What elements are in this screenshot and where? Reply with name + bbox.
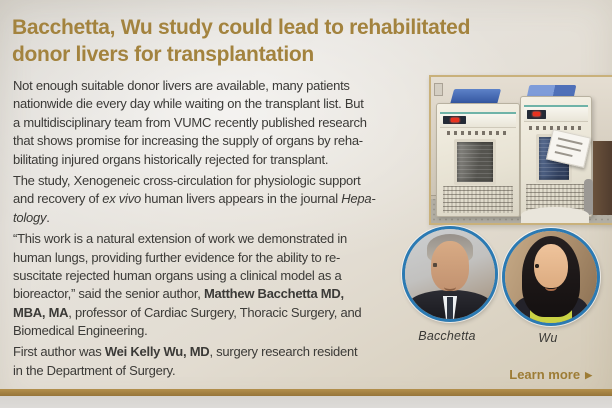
footer-strip xyxy=(0,396,612,408)
body-text-line: Biomedical Engineering. xyxy=(13,323,148,339)
control-panel xyxy=(440,112,515,128)
control-panel xyxy=(524,105,588,122)
body-text-line: MBA, MA, professor of Cardiac Surgery, Thoracic Surgery, and xyxy=(13,304,362,320)
body-text-line: that shows promise for increasing the supply of organs by reha- xyxy=(13,133,363,149)
portrait-photo-wu xyxy=(502,228,600,326)
wood-furniture xyxy=(593,141,612,215)
stool-leg xyxy=(584,179,593,215)
glasses xyxy=(433,263,467,274)
body-text-line: human lungs, providing further evidence for the ability to re- xyxy=(13,249,341,265)
paragraph xyxy=(13,343,433,380)
portrait-photo-bacchetta xyxy=(402,226,498,322)
white-object xyxy=(521,207,589,223)
paragraph xyxy=(13,230,433,340)
learn-more-link[interactable] xyxy=(509,367,592,382)
article-body xyxy=(13,77,433,383)
page-title xyxy=(12,14,470,68)
smile xyxy=(545,283,556,291)
gold-accent-bar xyxy=(0,389,612,396)
body-text-line: bioreactor,” said the senior author, Matthew Bacchetta MD, xyxy=(13,286,344,302)
button-row xyxy=(447,131,509,135)
body-text-line: First author was Wei Kelly Wu, MD, surgery research resident xyxy=(13,344,358,360)
body-text-line: a multidisciplinary team from VUMC recently published research xyxy=(13,114,367,130)
body-text-line: bilitating injured organs historically rejected for transplant. xyxy=(13,151,329,167)
led-display xyxy=(527,110,546,119)
learn-more-arrow-icon: ▶ xyxy=(585,370,592,380)
body-text-line: The study, Xenogeneic cross-circulation for physiologic support xyxy=(13,172,361,188)
body-text-line: in the Department of Surgery. xyxy=(13,362,176,378)
paragraph xyxy=(13,77,433,169)
headline-line-1: Bacchetta, Wu study could lead to rehabilitated xyxy=(12,16,471,39)
vent-grille xyxy=(443,186,514,213)
body-text-line: tology. xyxy=(13,209,50,225)
paragraph xyxy=(13,172,433,227)
incubator-left xyxy=(436,103,520,217)
body-text-line: Not enough suitable donor livers are available, many patients xyxy=(13,78,350,93)
glasses xyxy=(535,264,566,276)
portrait-caption-wu: Wu xyxy=(538,331,558,345)
body-text-line: nationwide die every day while waiting on the transplant list. But xyxy=(13,96,364,112)
lab-equipment-photo xyxy=(429,75,612,225)
body-text-line: suscitate rejected human organs using a clinical model as a xyxy=(13,267,342,283)
wall-outlet xyxy=(434,83,443,96)
body-text-line: “This work is a natural extension of work we demonstrated in xyxy=(13,231,347,247)
learn-more-label: Learn more xyxy=(509,367,581,382)
lab-photo-scene xyxy=(431,77,612,223)
viewing-window xyxy=(454,139,496,185)
led-display xyxy=(443,116,466,124)
tie xyxy=(447,297,453,319)
portrait-caption-bacchetta: Bacchetta xyxy=(418,329,476,343)
headline-line-2: donor livers for transplantation xyxy=(12,43,314,66)
body-text-line: and recovery of ex vivo human livers appears in the journal Hepa- xyxy=(13,191,376,207)
